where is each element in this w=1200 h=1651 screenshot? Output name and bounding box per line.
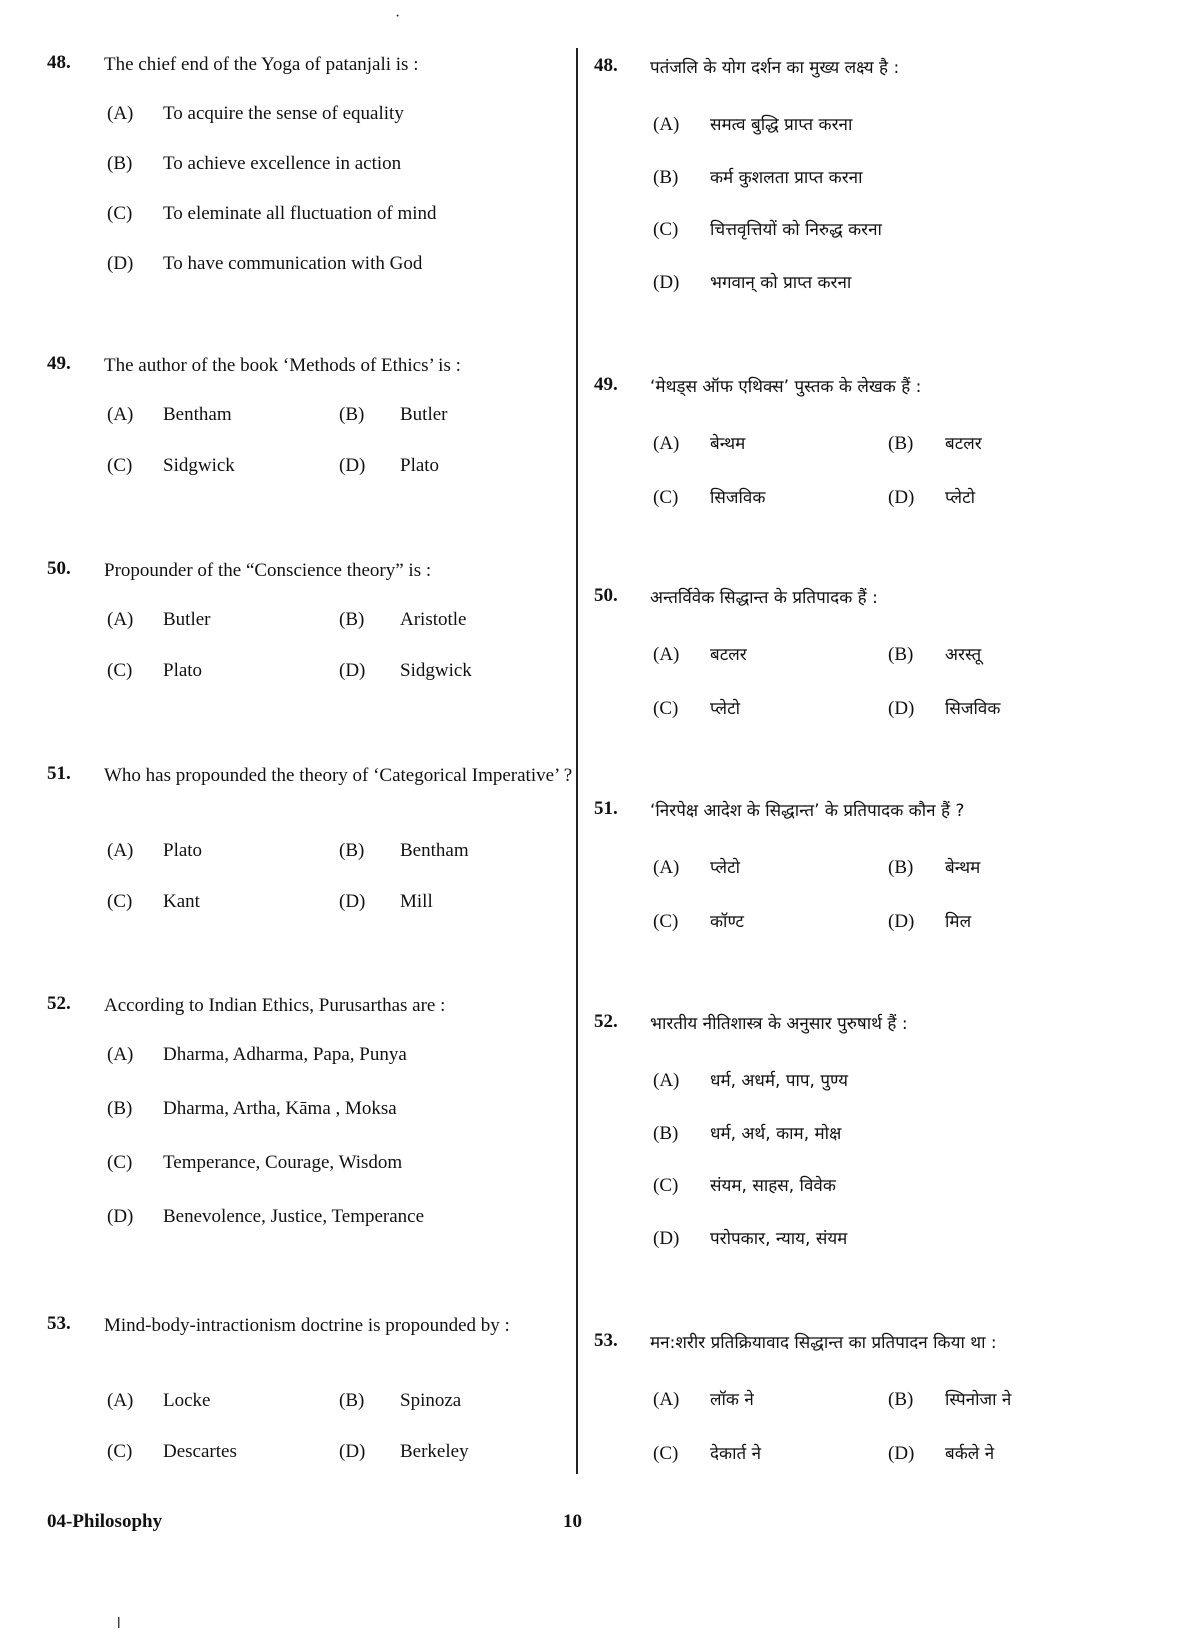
option-text: प्लेटो: [945, 488, 976, 508]
option-text: Plato: [163, 660, 203, 681]
option-label: (B): [107, 153, 133, 174]
option-text: Benevolence, Justice, Temperance: [163, 1206, 425, 1227]
option-text: Mill: [400, 891, 433, 912]
option-label: (B): [888, 1389, 914, 1410]
option-text: बेन्थम: [945, 858, 981, 878]
option-label: (C): [107, 455, 133, 476]
option-label: (B): [107, 1098, 133, 1119]
option-label: (A): [653, 1070, 680, 1091]
option-text: Butler: [163, 609, 211, 630]
page-number: 10: [563, 1511, 582, 1532]
question-text: अन्तर्विवेक सिद्धान्त के प्रतिपादक हैं :: [650, 588, 878, 608]
option-text: भगवान् को प्राप्त करना: [710, 272, 852, 293]
option-label: (A): [107, 840, 134, 861]
option-text: Aristotle: [400, 609, 467, 630]
option-label: (B): [888, 644, 914, 665]
option-text: अरस्तू: [945, 645, 982, 665]
option-text: Berkeley: [400, 1441, 469, 1462]
option-label: (C): [653, 911, 679, 932]
option-label: (B): [888, 433, 914, 454]
option-label: (C): [107, 660, 133, 681]
question-number: 51.: [47, 763, 71, 784]
option-label: (A): [653, 433, 680, 454]
option-text: मिल: [945, 912, 972, 932]
option-label: (D): [888, 911, 915, 932]
option-label: (C): [107, 1152, 133, 1173]
question-number: 48.: [594, 55, 618, 76]
question-text: The chief end of the Yoga of patanjali is :: [104, 54, 419, 75]
question-number: 48.: [47, 52, 71, 73]
question-number: 52.: [47, 993, 71, 1014]
option-label: (D): [888, 487, 915, 508]
option-label: (D): [653, 1227, 680, 1249]
option-text: To achieve excellence in action: [163, 153, 402, 174]
option-label: (D): [339, 1441, 366, 1462]
option-text: स्पिनोजा ने: [945, 1390, 1012, 1410]
option-text: बटलर: [945, 434, 982, 454]
option-text: Plato: [163, 840, 203, 861]
question-number: 49.: [47, 353, 71, 374]
option-label: (D): [888, 698, 915, 719]
option-text: Dharma, Artha, Kāma , Moksa: [163, 1098, 397, 1119]
option-label: (A): [107, 1390, 134, 1411]
option-label: (C): [107, 1441, 133, 1462]
option-text: Bentham: [400, 840, 469, 861]
option-label: (B): [653, 166, 679, 188]
option-label: (D): [107, 253, 134, 274]
option-label: (D): [339, 455, 366, 476]
option-text: Descartes: [163, 1441, 237, 1462]
option-text: प्लेटो: [710, 858, 741, 878]
option-text: Kant: [163, 891, 200, 912]
option-label: (B): [339, 1390, 365, 1411]
option-label: (A): [653, 1389, 680, 1410]
option-label: (A): [653, 114, 680, 135]
option-label: (C): [653, 698, 679, 719]
option-label: (C): [653, 487, 679, 508]
option-label: (A): [107, 609, 134, 630]
option-label: (A): [653, 644, 680, 665]
option-label: (C): [653, 1175, 679, 1196]
option-text: परोपकार, न्याय, संयम: [710, 1228, 848, 1249]
option-label: (A): [107, 103, 134, 124]
option-text: धर्म, अधर्म, पाप, पुण्य: [710, 1071, 848, 1091]
question-text: मन:शरीर प्रतिक्रियावाद सिद्धान्त का प्रतिपादन किया था :: [650, 1333, 997, 1353]
option-label: (D): [339, 891, 366, 912]
option-text: चित्तवृत्तियों को निरुद्ध करना: [710, 220, 882, 240]
option-label: (A): [107, 404, 134, 425]
option-text: सिजविक: [945, 699, 1001, 719]
question-text: Propounder of the “Conscience theory” is :: [104, 560, 432, 581]
question-text: According to Indian Ethics, Purusarthas are :: [104, 995, 446, 1016]
option-text: Dharma, Adharma, Papa, Punya: [163, 1044, 407, 1065]
option-label: (A): [653, 857, 680, 878]
option-text: To have communication with God: [163, 253, 423, 274]
option-text: To acquire the sense of equality: [163, 103, 404, 124]
option-text: Plato: [400, 455, 440, 476]
option-text: धर्म, अर्थ, काम, मोक्ष: [710, 1123, 842, 1144]
question-text: The author of the book ‘Methods of Ethics’ is :: [104, 355, 461, 376]
option-text: Sidgwick: [163, 455, 235, 476]
column-divider: [576, 48, 578, 1474]
question-text: भारतीय नीतिशास्त्र के अनुसार पुरुषार्थ हैं :: [650, 1014, 908, 1034]
option-label: (B): [339, 404, 365, 425]
option-label: (D): [653, 271, 680, 293]
option-label: (C): [653, 1443, 679, 1464]
option-label: (D): [107, 1206, 134, 1227]
option-text: बटलर: [710, 645, 747, 665]
option-label: (D): [339, 660, 366, 681]
option-text: Bentham: [163, 404, 232, 425]
option-text: संयम, साहस, विवेक: [710, 1176, 836, 1196]
option-text: Spinoza: [400, 1390, 462, 1411]
option-text: लॉक ने: [710, 1390, 754, 1410]
question-number: 50.: [594, 585, 618, 606]
option-label: (B): [339, 609, 365, 630]
option-text: बेन्थम: [710, 434, 746, 454]
option-text: बर्कले ने: [945, 1444, 995, 1464]
question-text: पतंजलि के योग दर्शन का मुख्य लक्ष्य है :: [650, 58, 900, 78]
option-text: प्लेटो: [710, 699, 741, 719]
option-label: (C): [107, 891, 133, 912]
option-text: Locke: [163, 1390, 211, 1411]
question-text: Who has propounded the theory of ‘Categorical Imperative’ ?: [104, 765, 573, 786]
option-text: समत्व बुद्धि प्राप्त करना: [710, 115, 853, 135]
option-label: (C): [107, 203, 133, 224]
option-label: (D): [888, 1443, 915, 1464]
option-text: To eleminate all fluctuation of mind: [163, 203, 437, 224]
question-number: 51.: [594, 798, 618, 819]
option-text: Temperance, Courage, Wisdom: [163, 1152, 403, 1173]
question-text: ‘मेथड्स ऑफ एथिक्स’ पुस्तक के लेखक हैं :: [650, 377, 922, 397]
question-number: 50.: [47, 558, 71, 579]
question-number: 53.: [47, 1313, 71, 1334]
subject-code: 04-Philosophy: [47, 1511, 163, 1532]
option-text: Sidgwick: [400, 660, 472, 681]
option-text: देकार्त ने: [710, 1444, 762, 1464]
question-text: ‘निरपेक्ष आदेश के सिद्धान्त’ के प्रतिपादक कौन हैं ?: [650, 801, 965, 821]
print-mark: ·: [395, 8, 401, 25]
option-label: (B): [888, 857, 914, 878]
option-label: (C): [653, 219, 679, 240]
question-number: 52.: [594, 1011, 618, 1032]
option-label: (B): [653, 1122, 679, 1144]
print-mark: ǀ: [117, 1615, 121, 1632]
option-text: Butler: [400, 404, 448, 425]
question-number: 49.: [594, 374, 618, 395]
option-text: कॉण्ट: [710, 912, 744, 932]
question-number: 53.: [594, 1330, 618, 1351]
option-label: (B): [339, 840, 365, 861]
option-text: कर्म कुशलता प्राप्त करना: [710, 167, 863, 188]
question-text: Mind-body-intractionism doctrine is propounded by :: [104, 1315, 510, 1336]
option-label: (A): [107, 1044, 134, 1065]
option-text: सिजविक: [710, 488, 766, 508]
